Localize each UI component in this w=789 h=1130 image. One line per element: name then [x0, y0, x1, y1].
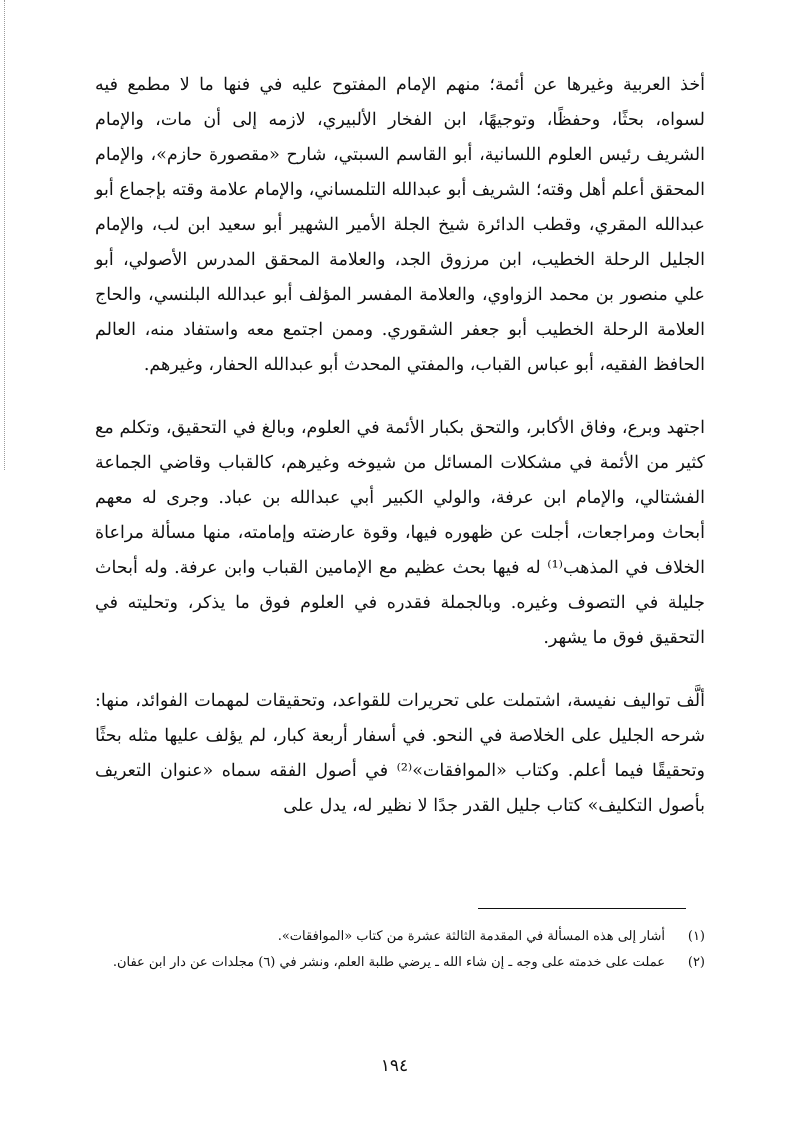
footnote-number: (١)	[687, 929, 705, 944]
footnote-2	[95, 950, 705, 976]
page-number: ١٩٤	[380, 1056, 409, 1076]
footnote-text: أشار إلى هذه المسألة في المقدمة الثالثة عشرة من كتاب «الموافقات».	[277, 929, 665, 944]
scan-margin-mark	[4, 0, 6, 470]
footnote-separator	[478, 908, 686, 909]
paragraph-works: ألَّف تواليف نفيسة، اشتملت على تحريرات للقواعد، وتحقيقات لمهمات الفوائد، منها: شرحه الجليل على الخلاصة في النحو. في أسفار أربعة كبار، لم يؤلف عليها مثله بحثًا وتحقيقًا فيما أعلم. وكتاب «الموافقات»⁽²⁾ في أصول الفقه سماه «عنوان التعريف بأصول التكليف» كتاب جليل القدر جدًا لا نظير له، يدل على	[95, 691, 705, 816]
footnote-text: عملت على خدمته على وجه ـ إن شاء الله ـ يرضي طلبة العلم، ونشر في (٦) مجلدات عن دار ابن عفان.	[112, 955, 665, 970]
paragraph-scholarship: اجتهد وبرع، وفاق الأكابر، والتحق بكبار الأئمة في العلوم، وبالغ في التحقيق، وتكلم مع كثير من الأئمة في مشكلات المسائل من شيوخه وغيرهم، كالقباب وقاضي الجماعة الفشتالي، والإمام ابن عرفة، والولي الكبير أبي عبدالله بن عباد. وجرى له معهم أبحاث ومراجعات، أجلت عن ظهوره فيها، وقوة عارضته وإمامته، منها مسألة مراعاة الخلاف في المذهب⁽¹⁾ له فيها بحث عظيم مع الإمامين القباب وابن عرفة. وله أبحاث جليلة في التصوف وغيره. وبالجملة فقدره في العلوم فوق ما يذكر، وتحليته في التحقيق فوق ما يشهر.	[95, 418, 706, 648]
paragraph-teachers: أخذ العربية وغيرها عن أئمة؛ منهم الإمام المفتوح عليه في فنها ما لا مطمع فيه لسواه، بحثًا، وحفظًا، وتوجيهًا، ابن الفخار الألبيري، لازمه إلى أن مات، والإمام الشريف رئيس العلوم اللسانية، أبو القاسم السبتي، شارح «مقصورة حازم»، والإمام المحقق أعلم أهل وقته؛ الشريف أبو عبدالله التلمساني، والإمام علامة وقته بإجماع أبو عبدالله المقري، وقطب الدائرة شيخ الجلة الأمير الشهير أبو سعيد ابن لب، والإمام الجليل الرحلة الخطيب، ابن مرزوق الجد، والعلامة المحقق المدرس الأصولي، أبو علي منصور بن محمد الزواوي، والعلامة المفسر المؤلف أبو عبدالله البلنسي، والحاج العلامة الرحلة الخطيب أبو جعفر الشقوري. وممن اجتمع معه واستفاد منه، العالم الحافظ الفقيه، أبو عباس القباب، والمفتي المحدث أبو عبدالله الحفار، وغيرهم.	[95, 75, 705, 375]
footnotes	[95, 924, 705, 976]
page-body	[95, 68, 705, 824]
footnote-number: (٢)	[687, 955, 705, 970]
footnote-1	[95, 924, 705, 950]
